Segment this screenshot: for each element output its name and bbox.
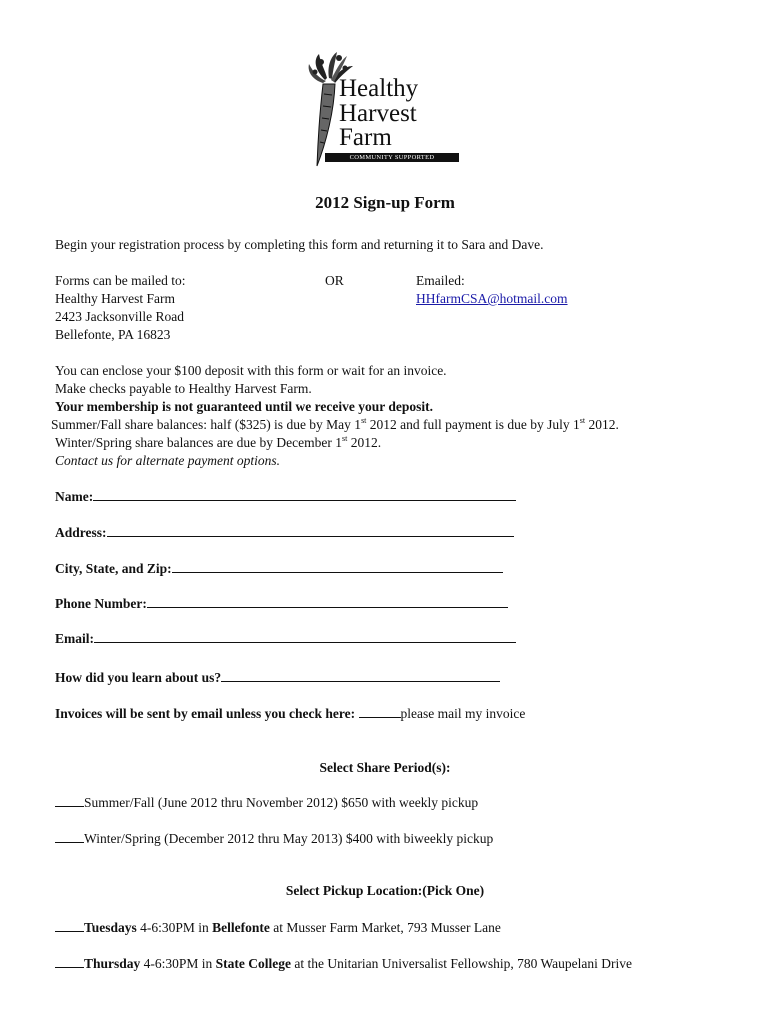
or-text: OR: [325, 273, 344, 288]
payment-line-5: [55, 435, 381, 451]
invoice-field: [55, 706, 525, 722]
name-field[interactable]: [55, 489, 516, 505]
payment-line-2: Make checks payable to Healthy Harvest Farm.: [55, 381, 312, 396]
invoice-label: Invoices will be sent by email unless you check here:: [55, 706, 359, 721]
share-option-2-label: Winter/Spring (December 2012 thru May 2013) $400 with biweekly pickup: [84, 831, 494, 846]
payment-line-3: Your membership is not guaranteed until we receive your deposit.: [55, 399, 433, 414]
mail-line-1: Healthy Harvest Farm: [55, 291, 175, 306]
pickup-option-1-time: 4-6:30PM in: [136, 920, 213, 935]
payment-line-6: Contact us for alternate payment options.: [55, 453, 280, 468]
sup-st: st: [341, 434, 348, 443]
address-label: Address:: [55, 525, 107, 540]
pickup-option-2-day: Thursday: [84, 956, 141, 971]
pickup-option-2-blank[interactable]: [55, 966, 84, 968]
intro-text: Begin your registration process by completing this form and returning it to Sara and Dave.: [55, 237, 544, 252]
pickup-option-2-time: 4-6:30PM in: [140, 956, 216, 971]
payment-line-4: [51, 417, 619, 433]
mail-line-2: 2423 Jacksonville Road: [55, 309, 184, 324]
payment-line-5a: Winter/Spring share balances are due by December 1: [55, 435, 342, 450]
name-blank-line[interactable]: [93, 499, 516, 501]
sup-st: st: [579, 416, 586, 425]
share-option-1-blank[interactable]: [55, 805, 84, 807]
email-field[interactable]: [55, 631, 516, 647]
logo-line-healthy: Healthy: [339, 75, 419, 102]
mail-label: Forms can be mailed to:: [55, 273, 186, 288]
payment-line-1: You can enclose your $100 deposit with this form or wait for an invoice.: [55, 363, 447, 378]
payment-line-4c: 2012.: [585, 417, 619, 432]
pickup-option-1-blank[interactable]: [55, 930, 84, 932]
farm-logo: [305, 50, 465, 168]
share-period-heading: Select Share Period(s):: [319, 760, 451, 775]
emailed-label: Emailed:: [416, 273, 465, 288]
learn-field[interactable]: [55, 670, 500, 686]
email-label: Email:: [55, 631, 94, 646]
logo-tagline: COMMUNITY SUPPORTED AGRICULTURE: [325, 153, 459, 162]
learn-blank-line[interactable]: [221, 680, 500, 682]
payment-line-5b: 2012.: [347, 435, 382, 450]
invoice-option: please mail my invoice: [400, 706, 526, 721]
phone-label: Phone Number:: [55, 596, 147, 611]
learn-label: How did you learn about us?: [55, 670, 222, 685]
share-option-2[interactable]: [55, 831, 493, 847]
pickup-heading: Select Pickup Location:(Pick One): [285, 883, 485, 898]
pickup-option-1-place: at Musser Farm Market, 793 Musser Lane: [269, 920, 501, 935]
mail-line-3: Bellefonte, PA 16823: [55, 327, 171, 342]
share-option-2-blank[interactable]: [55, 841, 84, 843]
city-field[interactable]: [55, 561, 503, 577]
logo-line-farm: Farm: [339, 124, 392, 151]
email-blank-line[interactable]: [94, 641, 516, 643]
pickup-option-1-day: Tuesdays: [84, 920, 137, 935]
phone-blank-line[interactable]: [147, 606, 508, 608]
pickup-option-2-place: at the Unitarian Universalist Fellowship, 780 Waupelani Drive: [291, 956, 632, 971]
payment-line-4b: 2012 and full payment is due by July 1: [366, 417, 580, 432]
share-option-1-label: Summer/Fall (June 2012 thru November 2012) $650 with weekly pickup: [84, 795, 479, 810]
city-label: City, State, and Zip:: [55, 561, 172, 576]
pickup-option-1[interactable]: [55, 920, 501, 936]
pickup-option-2[interactable]: [55, 956, 632, 972]
name-label: Name:: [55, 489, 94, 504]
pickup-option-1-town: Bellefonte: [212, 920, 270, 935]
share-option-1[interactable]: [55, 795, 478, 811]
sup-st: st: [361, 416, 367, 425]
phone-field[interactable]: [55, 596, 508, 612]
page-title: 2012 Sign-up Form: [315, 193, 455, 212]
address-blank-line[interactable]: [107, 535, 514, 537]
logo-line-harvest: Harvest: [339, 100, 417, 127]
city-blank-line[interactable]: [172, 571, 503, 573]
payment-line-4a: Summer/Fall share balances: half ($325) is due by May 1: [51, 417, 362, 432]
address-field[interactable]: [55, 525, 514, 541]
invoice-check-blank[interactable]: [359, 716, 401, 718]
contact-email-link[interactable]: HHfarmCSA@hotmail.com: [416, 291, 568, 306]
pickup-option-2-town: State College: [215, 956, 292, 971]
